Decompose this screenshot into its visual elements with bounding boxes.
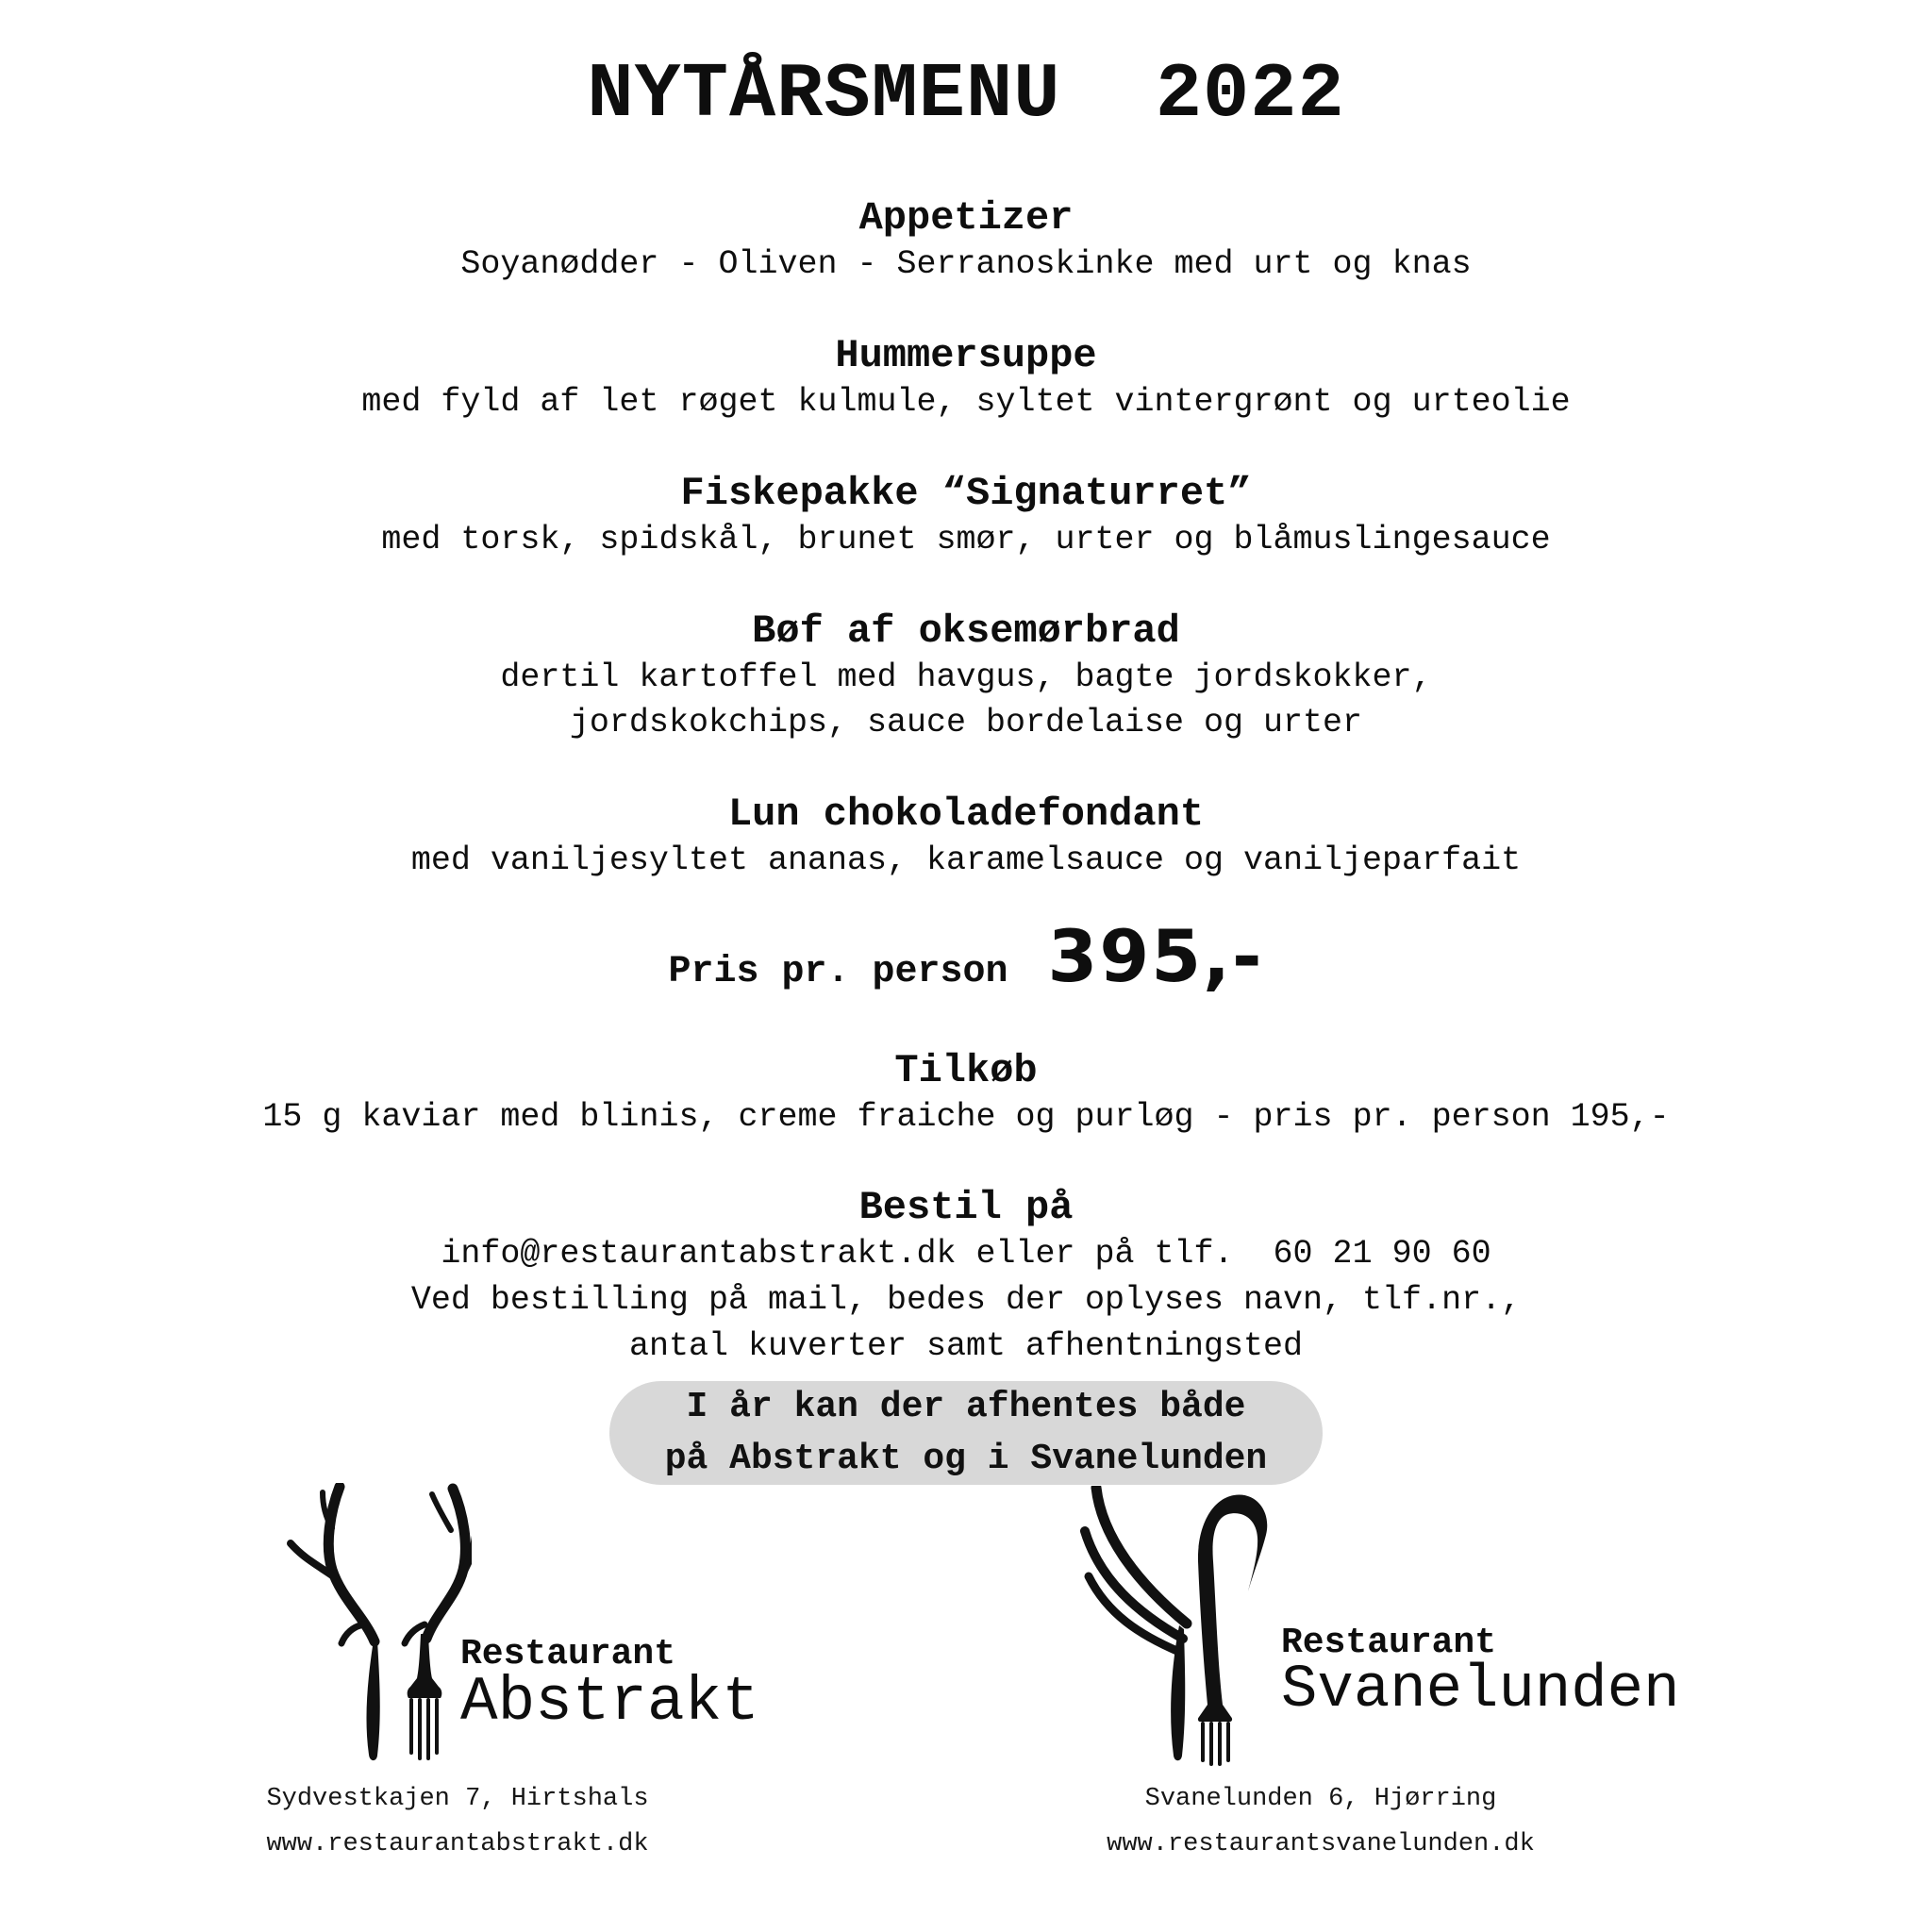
address-block-svanelunden: [1057, 1776, 1585, 1867]
menu-section-beef: [0, 608, 1932, 745]
address-block-abstrakt: [236, 1776, 679, 1867]
addons-section: [0, 1047, 1932, 1140]
brand-name: Svanelunden: [1281, 1657, 1680, 1724]
ordering-instruction-line: antal kuverter samt afhentningsted: [628, 1327, 1304, 1365]
price-label: Pris pr. person: [668, 951, 1008, 993]
dish-name: Fiskepakke “Signaturret”: [680, 471, 1252, 516]
menu-section-fish: [0, 470, 1932, 562]
dish-name: Lun chokoladefondant: [727, 791, 1205, 837]
price-amount: 395,-: [1047, 914, 1264, 998]
brand-abstrakt: [460, 1634, 759, 1738]
addons-line: 15 g kaviar med blinis, creme fraiche og purløg - pris pr. person 195,-: [262, 1098, 1670, 1136]
swan-fork-logo: [1074, 1486, 1274, 1769]
dish-description: jordskokchips, sauce bordelaise og urter: [569, 704, 1363, 741]
brand-restaurant-label: Restaurant: [460, 1634, 676, 1674]
website-url: www.restaurantabstrakt.dk: [266, 1830, 649, 1858]
website-url: www.restaurantsvanelunden.dk: [1107, 1830, 1535, 1858]
ordering-instruction-line: Ved bestilling på mail, bedes der oplyses navn, tlf.nr.,: [410, 1281, 1522, 1319]
price-row: [0, 914, 1932, 998]
menu-section-soup: [0, 332, 1932, 425]
dish-description: Soyanødder - Oliven - Serranoskinke med urt og knas: [460, 245, 1472, 283]
street-address: Svanelunden 6, Hjørring: [1144, 1785, 1497, 1813]
dish-name: Hummersuppe: [835, 333, 1097, 378]
ordering-heading: Bestil på: [858, 1185, 1074, 1230]
street-address: Sydvestkajen 7, Hirtshals: [266, 1785, 649, 1813]
page-title: NYTÅRSMENU 2022: [587, 51, 1345, 139]
pickup-note-line: på Abstrakt og i Svanelunden: [664, 1439, 1268, 1479]
ordering-section: [0, 1184, 1932, 1370]
ordering-contact-line: info@restaurantabstrakt.dk eller på tlf. 60 21 90 60: [441, 1235, 1491, 1273]
dish-description: med torsk, spidskål, brunet smør, urter og blåmuslingesauce: [381, 521, 1551, 558]
menu-section-appetizer: [0, 194, 1932, 287]
brand-restaurant-label: Restaurant: [1281, 1623, 1497, 1663]
dish-description: med vaniljesyltet ananas, karamelsauce og vaniljeparfait: [410, 841, 1522, 879]
brand-name: Abstrakt: [460, 1667, 759, 1738]
menu-section-dessert: [0, 791, 1932, 883]
dish-name: Bøf af oksemørbrad: [752, 608, 1180, 654]
dish-description: med fyld af let røget kulmule, syltet vintergrønt og urteolie: [361, 383, 1571, 421]
dish-name: Appetizer: [858, 195, 1074, 241]
dish-description: dertil kartoffel med havgus, bagte jordskokker,: [500, 658, 1432, 696]
pickup-note: [609, 1381, 1323, 1485]
pickup-note-line: I år kan der afhentes både: [686, 1387, 1246, 1427]
addons-heading: Tilkøb: [894, 1048, 1038, 1093]
brand-svanelunden: [1281, 1623, 1680, 1724]
antlers-fork-logo: [283, 1483, 472, 1771]
